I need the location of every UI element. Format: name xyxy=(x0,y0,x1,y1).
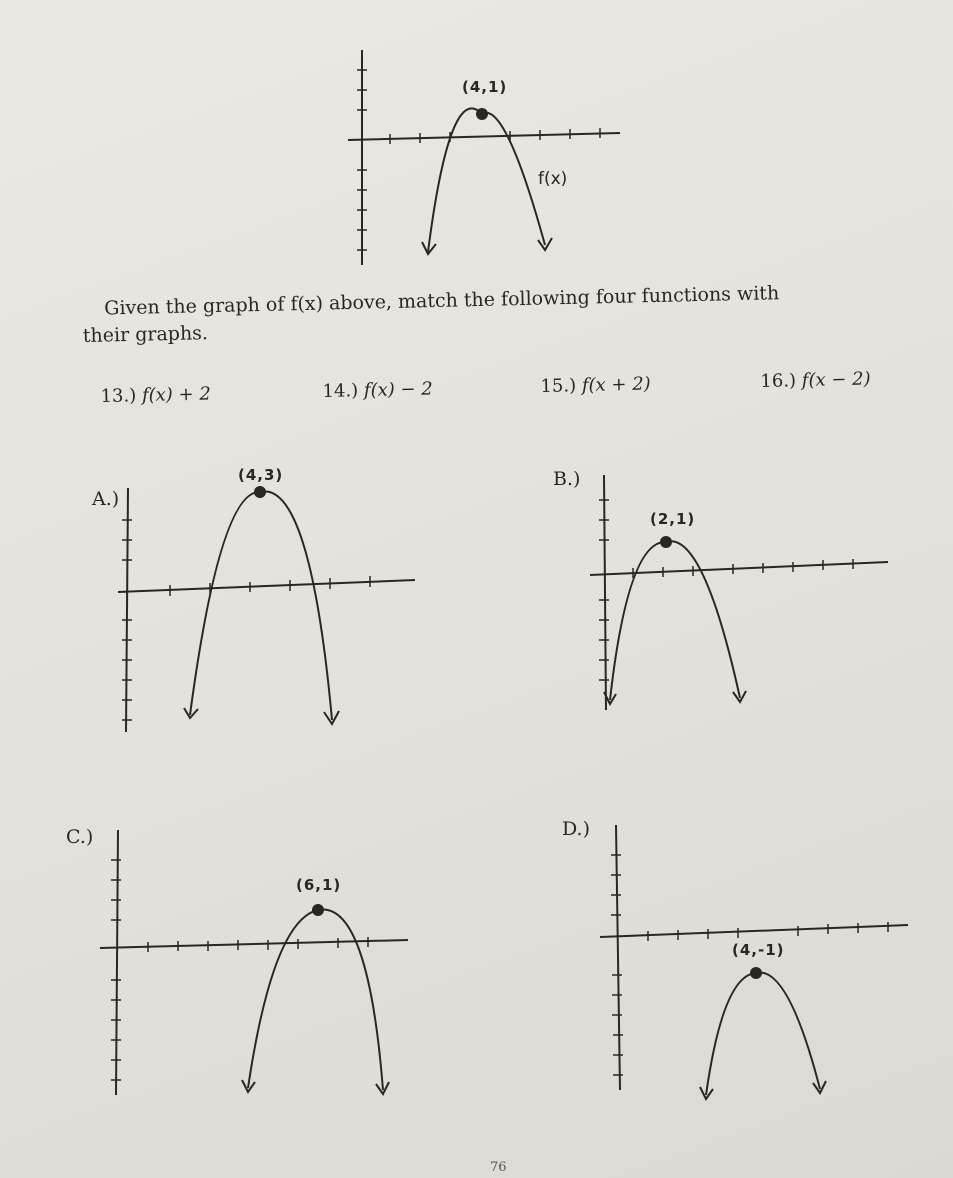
choice-c-graph xyxy=(98,820,418,1114)
choice-a-label: A.) xyxy=(92,488,120,510)
choice-b-vertex-label: (2,1) xyxy=(650,510,696,528)
option-15: 15.) f(x + 2) xyxy=(540,373,651,398)
choice-d-graph xyxy=(598,815,918,1109)
choice-b-label: B.) xyxy=(553,468,581,490)
main-graph xyxy=(340,40,630,284)
prompt-line-1: Given the graph of f(x) above, match the following four functions with xyxy=(104,282,780,320)
prompt-line-2: their graphs. xyxy=(82,322,209,347)
option-14: 14.) f(x) − 2 xyxy=(322,378,433,402)
option-13: 13.) f(x) + 2 xyxy=(100,383,212,407)
choice-a-graph xyxy=(110,466,420,744)
option-16: 16.) f(x − 2) xyxy=(760,368,871,393)
choice-c-vertex-label: (6,1) xyxy=(296,876,342,894)
choice-a-vertex-label: (4,3) xyxy=(238,466,284,484)
choice-d-label: D.) xyxy=(562,818,591,840)
page-number: 76 xyxy=(490,1160,507,1175)
choice-c-label: C.) xyxy=(66,826,94,848)
function-label: f(x) xyxy=(538,169,568,189)
main-vertex-label: (4,1) xyxy=(462,78,508,96)
choice-b-graph xyxy=(588,470,898,724)
choice-d-vertex-label: (4,-1) xyxy=(732,941,785,959)
